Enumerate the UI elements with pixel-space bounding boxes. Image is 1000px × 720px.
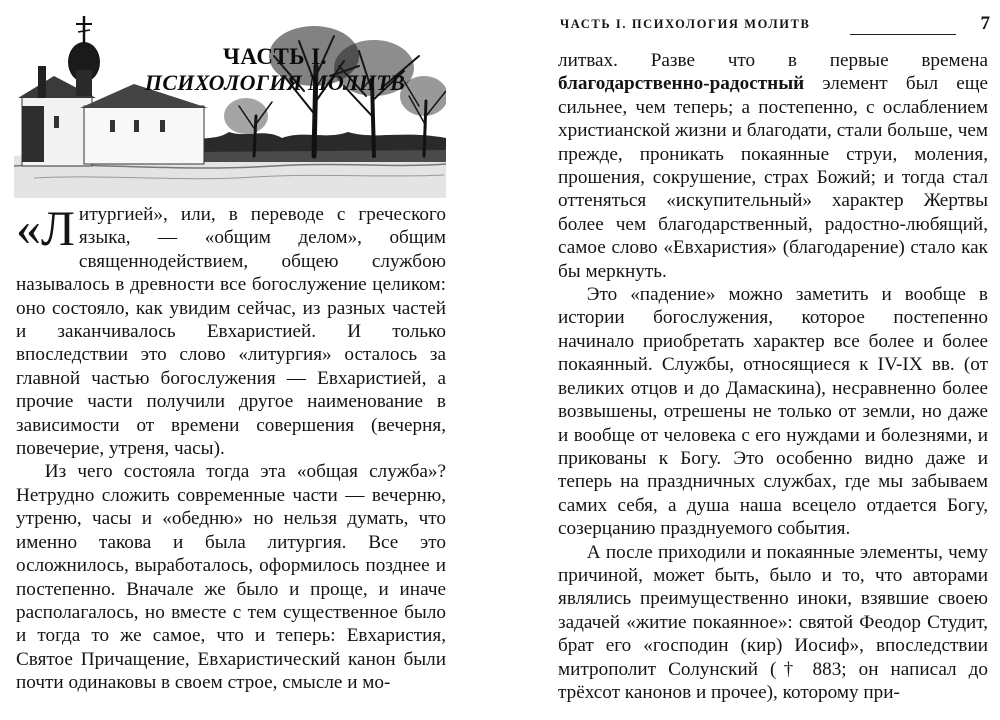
left-page-text — [16, 200, 446, 695]
running-head — [560, 14, 990, 38]
paragraph-text: итургией», или, в переводе с греческого языка, — «общим делом», общим священнодействием, общею службою называлось в древности все богослужение целиком: оно состояло, как увидим сейчас, из разных частей и заканчивалось Евхаристией. И только впоследствии это слово «литургия» осталось за главной частью богослужения — Евхаристией, а прочие части получили другое наименование в зависимости от времени совершения (вечерня, повечерие, утреня, часы). — [16, 204, 446, 460]
church-landscape-illustration — [14, 6, 446, 198]
paragraph: Из чего состояла тогда эта «общая служба»? Нетрудно сложить современные части — вечерню, утреню, часы и «обедню» но нельзя думать, что именно такова и была литургия. Все это осложнилось, выработалось, оформилось позднее и постепенно. Вначале же было и проще, и иначе располагалось, но вместе с тем существенное было и тогда то же самое, что и теперь: Евхаристия, Святое Причащение, Евхаристический канон были почти одинаковы в своем строе, смысле и мо- — [16, 461, 446, 694]
paragraph: Это «падение» можно заметить и вообще в истории богослужения, которое постепенно начинало приобретать характер все более и более покаянный. Службы, относящиеся к IV-IX вв. (от великих отцов и до Дамаскина), несравненно более возвышены, отрешены не только от земли, но даже и вообще от человека с его нуждами и болезнями, и прикованы к Богу. Это особенно видно даже и теперь на праздничных службах, где мы забываем самих себя, а душа наша всецело отдается Богу, созерцанию празднуемого события. — [558, 284, 988, 540]
running-head-rule — [850, 34, 956, 35]
paragraph: А после приходили и покаянные элементы, чему причиной, может быть, было и то, что авторами являлись преимущественно иноки, взявшие своею задачей «житие покаянное»: святой Феодор Студит, брат его «господин (кир) Иосиф», впоследствии митрополит Солунский († 883; он написал до трёхсот канонов и прочее), которому при- — [558, 541, 988, 703]
chapter-title: ЧАСТЬ I. — [223, 44, 327, 69]
paragraph — [16, 200, 446, 460]
running-head-title: ЧАСТЬ I. ПСИХОЛОГИЯ МОЛИТВ — [560, 17, 811, 31]
paragraph-text: элемент был еще сильнее, чем теперь; а постепенно, с ослаблением христианской жизни и благодати, стали больше, чем прежде, проникать покаянные струи, моления, прошения, сокрушение, страх Божий; и тогда стал оттеняться «искупительный» характер Жертвы более чем благодарственный, радостно-любящий, самое слово «Евхаристия» (благодарение) стало как бы меркнуть. — [558, 73, 988, 282]
right-page-text — [558, 49, 988, 704]
paragraph — [558, 49, 988, 283]
chapter-subtitle: ПСИХОЛОГИЯ МОЛИТВ — [144, 70, 406, 95]
dropcap: «Л — [16, 200, 75, 256]
page-number: 7 — [980, 13, 990, 34]
right-page — [500, 0, 1000, 720]
paragraph-text: литвах. Разве что в первые времена — [558, 50, 988, 71]
bold-phrase: благодарственно-радостный — [558, 73, 805, 95]
